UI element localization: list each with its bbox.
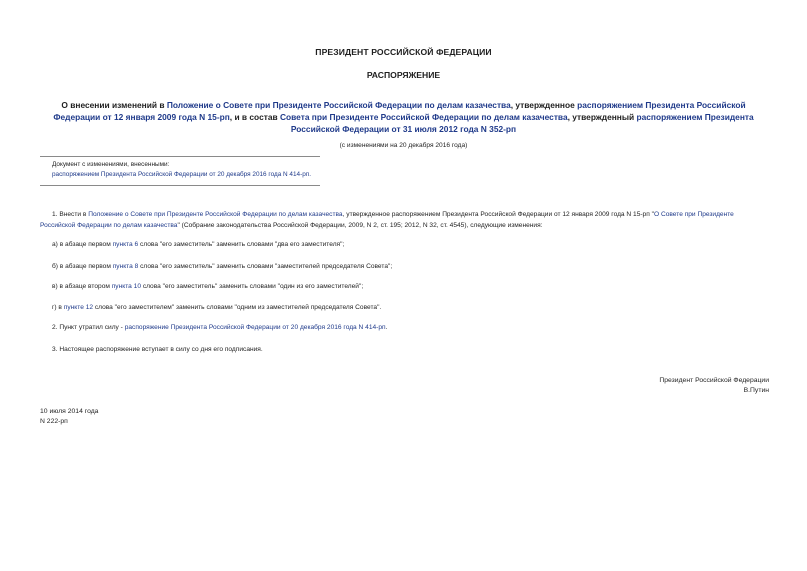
item-v-link[interactable]: пункта 10: [111, 283, 141, 290]
document-date: 10 июля 2014 года: [40, 408, 99, 415]
signatory-position: Президент Российской Федерации: [659, 377, 769, 384]
title-link-regulation[interactable]: Положение о Совете при Президенте Российской Федерации по делам казачества: [166, 100, 511, 110]
p1-text-a: 1. Внести в: [52, 211, 89, 218]
item-g-link[interactable]: пункте 12: [63, 304, 94, 311]
paragraph-3: 3. Настоящее распоряжение вступает в силу со дня его подписания.: [52, 346, 263, 353]
signature-block: [659, 376, 769, 396]
divider-top: [40, 156, 320, 157]
changes-label: Документ с изменениями, внесенными:: [52, 161, 170, 168]
item-v-text-1: в) в абзаце втором: [52, 283, 112, 290]
item-a-text-1: а) в абзаце первом: [52, 241, 113, 248]
title-text-4: , утвержденный: [567, 112, 637, 122]
item-a-text-2: слова "его заместитель" заменить словами "два его заместителя";: [138, 241, 345, 248]
item-b-text-1: б) в абзаце первом: [52, 263, 113, 270]
issuer-heading: ПРЕЗИДЕНТ РОССИЙСКОЙ ФЕДЕРАЦИИ: [315, 47, 492, 57]
title-text-3: , и в состав: [229, 112, 280, 122]
signatory-name: В.Путин: [743, 387, 769, 394]
p1-text-b: , утвержденное распоряжением Президента Российской Федерации от 12 января 2009 года N 15-рп ": [342, 211, 654, 218]
title-text-1: О внесении изменений в: [61, 100, 167, 110]
item-g: [40, 303, 771, 314]
item-v: [40, 282, 771, 293]
item-b-text-2: слова "его заместитель" заменить словами "заместителей председателя Совета";: [138, 263, 393, 270]
item-g-text-2: слова "его заместителем" заменить словами "одним из заместителей председателя Совета".: [93, 304, 382, 311]
amendments-date: (с изменениями на 20 декабря 2016 года): [339, 142, 468, 149]
p2-text-a: 2. Пункт утратил силу -: [52, 324, 125, 331]
title-link-order-352[interactable]: распоряжением Президента Российской Федерации от 31 июля 2012 года N 352-рп: [290, 112, 754, 134]
item-g-text-1: г) в: [52, 304, 64, 311]
item-a-link[interactable]: пункта 6: [112, 241, 139, 248]
item-b: [40, 262, 771, 273]
title-link-council[interactable]: Совета при Президенте Российской Федерации по делам казачества: [279, 112, 568, 122]
p1-link-council[interactable]: О Совете при Президенте Российской Федерации по делам казачества: [40, 211, 734, 229]
paragraph-2: [40, 323, 771, 334]
p2-link-order-414[interactable]: распоряжение Президента Российской Федерации от 20 декабря 2016 года N 414-рп: [124, 324, 386, 331]
item-v-text-2: слова "его заместитель" заменить словами "один из его заместителей";: [140, 283, 364, 290]
title-link-order-15[interactable]: распоряжением Президента Российской Федерации от 12 января 2009 года N 15-рп: [53, 100, 746, 122]
document-title: [40, 99, 767, 135]
p2-text-b: .: [385, 324, 388, 331]
item-b-link[interactable]: пункта 8: [112, 263, 139, 270]
paragraph-1: [40, 210, 771, 231]
title-text-2: , утвержденное: [510, 100, 578, 110]
document-type-heading: РАСПОРЯЖЕНИЕ: [366, 70, 441, 80]
changes-link[interactable]: распоряжением Президента Российской Федерации от 20 декабря 2016 года N 414-рп.: [52, 171, 312, 178]
document-number: N 222-рп: [40, 418, 68, 425]
p1-text-c: " (Собрание законодательства Российской Федерации, 2009, N 2, ст. 195; 2012, N 32, ст. 4545), следующие изменения:: [177, 221, 543, 229]
divider-bottom: [40, 185, 320, 186]
document-footer: [40, 407, 98, 427]
item-a: [40, 240, 771, 251]
p1-link-regulation[interactable]: Положение о Совете при Президенте Российской Федерации по делам казачества: [88, 211, 343, 218]
